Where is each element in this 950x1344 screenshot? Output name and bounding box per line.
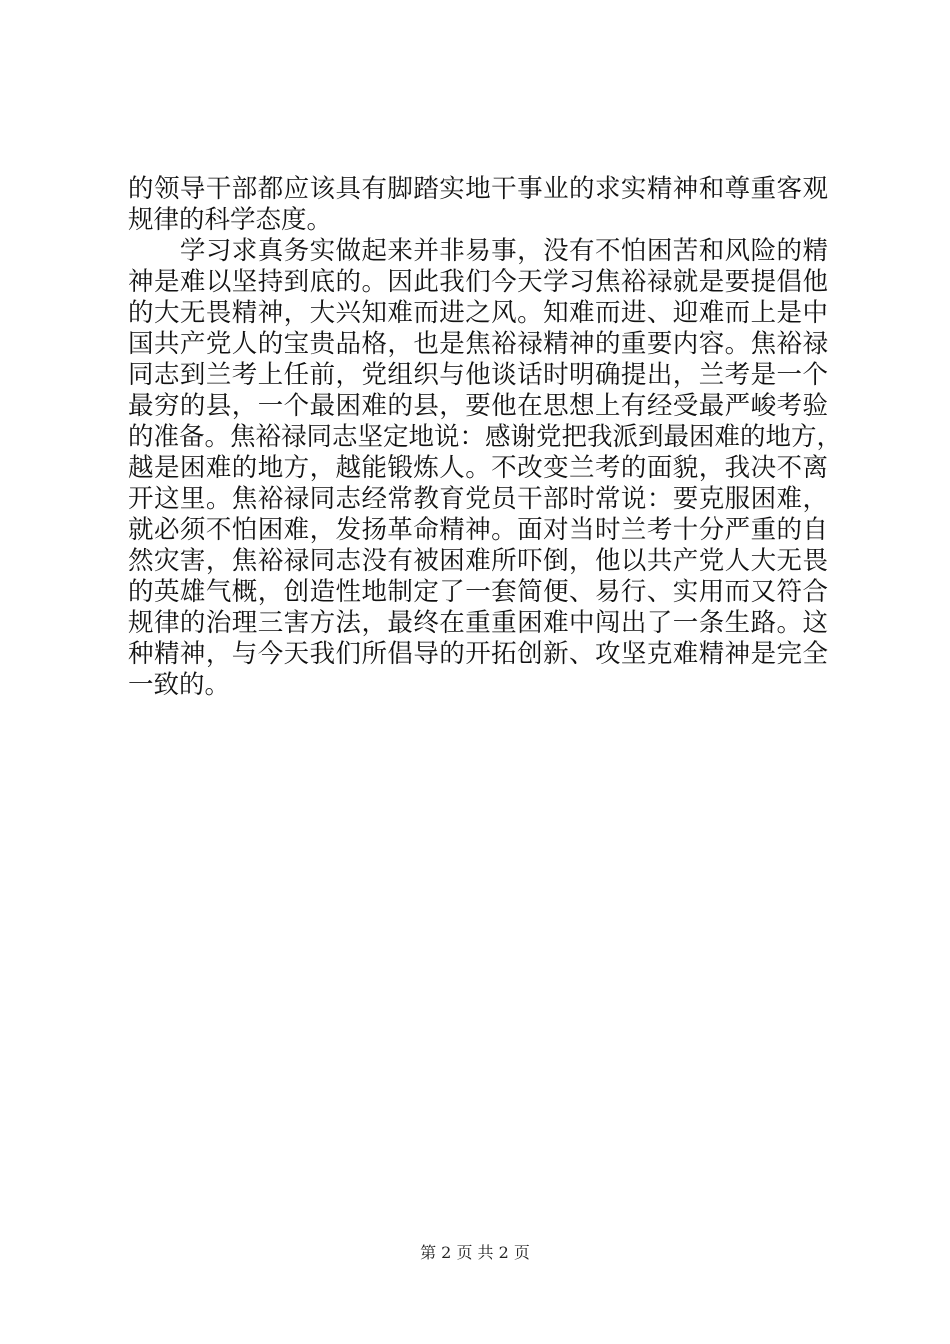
text-line: 一致的。 <box>128 670 231 700</box>
text-line: 越是困难的地方，越能锻炼人。不改变兰考的面貌，我决不离 <box>128 453 828 483</box>
text-line: 同志到兰考上任前，党组织与他谈话时明确提出，兰考是一个 <box>128 360 828 390</box>
text-line: 的大无畏精神，大兴知难而进之风。知难而进、迎难而上是中 <box>128 298 828 328</box>
text-line: 的英雄气概，创造性地制定了一套简便、易行、实用而又符合 <box>128 577 828 607</box>
text-line: 学习求真务实做起来并非易事，没有不怕困苦和风险的精 <box>128 236 828 266</box>
text-line: 开这里。焦裕禄同志经常教育党员干部时常说：要克服困难， <box>128 484 828 514</box>
text-line: 最穷的县，一个最困难的县，要他在思想上有经受最严峻考验 <box>128 391 828 421</box>
text-line: 国共产党人的宝贵品格，也是焦裕禄精神的重要内容。焦裕禄 <box>128 329 828 359</box>
text-line: 规律的科学态度。 <box>128 205 333 235</box>
text-line: 神是难以坚持到底的。因此我们今天学习焦裕禄就是要提倡他 <box>128 267 828 297</box>
text-line: 就必须不怕困难，发扬革命精神。面对当时兰考十分严重的自 <box>128 515 828 545</box>
text-line: 的准备。焦裕禄同志坚定地说：感谢党把我派到最困难的地方， <box>128 422 843 452</box>
text-line: 规律的治理三害方法，最终在重重困难中闯出了一条生路。这 <box>128 608 828 638</box>
text-line: 的领导干部都应该具有脚踏实地干事业的求实精神和尊重客观 <box>128 174 828 204</box>
page-footer: 第 2 页 共 2 页 <box>420 1243 530 1262</box>
text-line: 然灾害，焦裕禄同志没有被困难所吓倒，他以共产党人大无畏 <box>128 546 828 576</box>
text-line: 种精神，与今天我们所倡导的开拓创新、攻坚克难精神是完全 <box>128 639 828 669</box>
body-text <box>128 174 843 701</box>
